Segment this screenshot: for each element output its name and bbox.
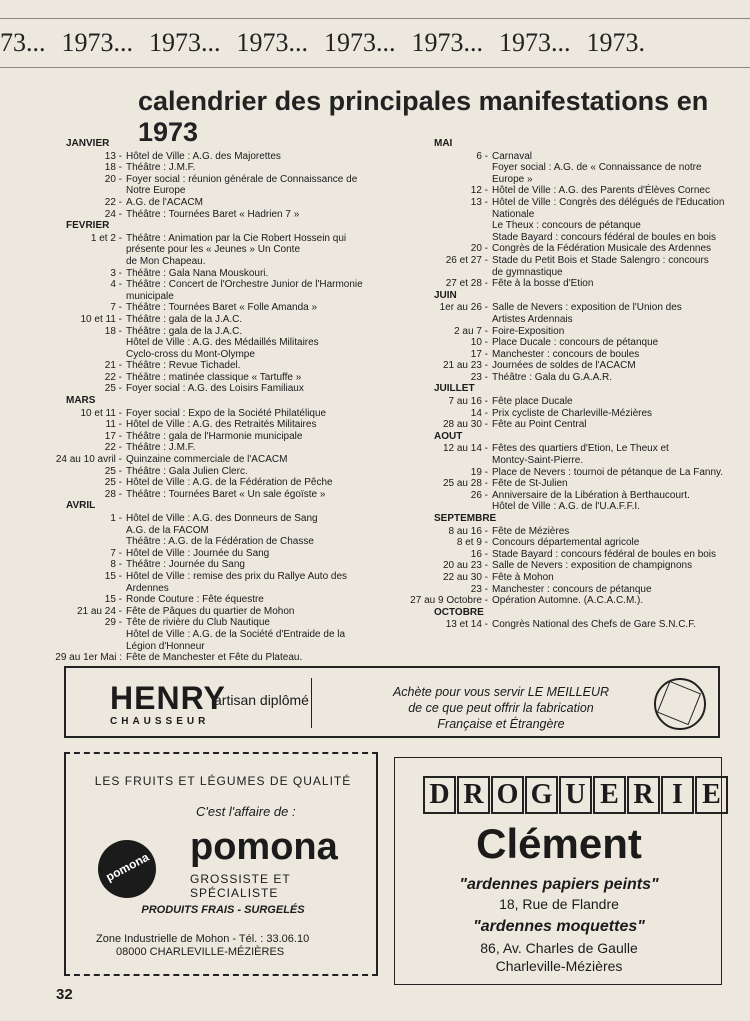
event-date: 1 et 2 -: [90, 232, 122, 244]
event-row: [40, 197, 380, 209]
event-row: [40, 151, 380, 163]
event-row: [408, 478, 734, 490]
droguerie-letter: E: [695, 776, 728, 814]
event-date: 13 -: [104, 150, 122, 162]
month-heading: AOUT: [434, 430, 463, 442]
event-row: [408, 595, 734, 607]
event-date: 8 au 16 -: [448, 525, 488, 537]
event-date: 3 -: [110, 267, 122, 279]
event-row: [40, 477, 380, 489]
month-heading: JUIN: [434, 289, 457, 301]
event-date: 17 -: [470, 348, 488, 360]
henry-trade: CHAUSSEUR: [110, 716, 210, 727]
event-date: [408, 174, 488, 186]
event-date: 15 -: [104, 594, 122, 606]
droguerie-line-3: "ardennes moquettes": [473, 918, 645, 935]
event-text: Place Ducale : concours de pétanque: [492, 337, 659, 349]
event-row: [408, 549, 734, 561]
event-date: [408, 501, 488, 513]
event-row: [40, 279, 380, 291]
event-text: Hôtel de Ville : A.G. de la Fédération de Pêche: [126, 477, 333, 489]
event-text: Théâtre : Concert de l'Orchestre Junior de l'Harmonie: [126, 279, 363, 291]
event-row: [408, 278, 734, 290]
event-date: 19 -: [470, 466, 488, 478]
event-row: [40, 513, 380, 525]
event-row: [408, 408, 734, 420]
event-text: Théâtre : gala de l'Harmonie municipale: [126, 430, 303, 442]
event-date: 10 et 11 -: [80, 407, 122, 419]
droguerie-line-2: 18, Rue de Flandre: [499, 896, 619, 912]
event-text: Nationale: [492, 208, 535, 220]
event-row: [408, 360, 734, 372]
event-text: Théâtre : J.M.F.: [126, 162, 196, 174]
banner-year: 1973...: [411, 28, 483, 57]
event-text: Europe »: [492, 173, 533, 185]
event-row: [40, 162, 380, 174]
event-row: [408, 526, 734, 538]
event-date: [408, 232, 488, 244]
event-date: [40, 536, 122, 548]
droguerie-line-5: Charleville-Mézières: [495, 958, 623, 974]
event-text: Manchester : concours de boules: [492, 348, 640, 360]
event-row: [408, 537, 734, 549]
event-row: [40, 326, 380, 338]
event-row: [40, 360, 380, 372]
henry-slogan-line-1: Achète pour vous servir LE MEILLEUR: [392, 685, 610, 699]
event-date: [40, 641, 122, 653]
event-text: Concours départemental agricole: [492, 537, 640, 549]
event-date: 22 au 30 -: [442, 571, 488, 583]
event-text: Légion d'Honneur: [126, 640, 205, 652]
event-row: [40, 372, 380, 384]
event-text: Théâtre : Tournées Baret « Un sale égoïste »: [126, 488, 326, 500]
event-date: [40, 185, 122, 197]
event-text: Théâtre : gala de la J.A.C.: [126, 325, 243, 337]
month-heading: MARS: [66, 395, 96, 407]
henry-divider: [311, 678, 312, 728]
henry-slogan: [336, 684, 666, 732]
event-row: [40, 548, 380, 560]
event-date: 15 -: [104, 570, 122, 582]
droguerie-letter: E: [593, 776, 626, 814]
event-date: 1er au 26 -: [439, 302, 488, 314]
henry-advert: [64, 666, 720, 738]
event-text: Cyclo-cross du Mont-Olympe: [126, 348, 255, 360]
event-row: [408, 209, 734, 221]
event-row: [408, 619, 734, 631]
event-date: 26 -: [470, 489, 488, 501]
event-date: 21 -: [104, 360, 122, 372]
event-text: Salle de Nevers : exposition de champignons: [492, 560, 693, 572]
event-row: [408, 560, 734, 572]
event-date: 25 -: [104, 477, 122, 489]
event-text: présente pour les « Jeunes » Un Conte: [126, 244, 300, 256]
droguerie-letter: R: [457, 776, 490, 814]
event-row: [40, 606, 380, 618]
event-row: [408, 162, 734, 174]
pomona-logo: [98, 840, 156, 898]
month-heading: MAI: [434, 138, 453, 149]
event-date: 22 -: [104, 196, 122, 208]
droguerie-line-1: "ardennes papiers peints": [459, 876, 659, 893]
banner-year: 1973...: [149, 28, 221, 57]
event-text: Théâtre : gala de la J.A.C.: [126, 313, 243, 325]
event-date: 21 au 24 -: [76, 605, 122, 617]
droguerie-line-4: 86, Av. Charles de Gaulle: [480, 940, 638, 956]
event-text: Foire-Exposition: [492, 325, 565, 337]
pomona-products: PRODUITS FRAIS - SURGELÉS: [141, 904, 305, 916]
event-date: [408, 209, 488, 221]
event-text: Anniversaire de la Libération à Berthaucourt.: [492, 489, 690, 501]
page-number: 32: [56, 986, 73, 1003]
event-row: [408, 467, 734, 479]
month-heading: FEVRIER: [66, 220, 110, 232]
event-row: [40, 314, 380, 326]
event-date: 12 au 14 -: [442, 443, 488, 455]
event-text: Théâtre : J.M.F.: [126, 442, 196, 454]
event-text: municipale: [126, 290, 174, 302]
event-date: 25 -: [104, 383, 122, 395]
event-row: [408, 490, 734, 502]
banner-year: 73...: [0, 28, 46, 57]
event-text: de Mon Chapeau.: [126, 255, 206, 267]
event-text: A.G. de la FACOM: [126, 524, 209, 536]
event-date: 20 -: [104, 173, 122, 185]
event-row: [40, 454, 380, 466]
event-date: 24 -: [104, 208, 122, 220]
event-date: 20 -: [470, 243, 488, 255]
event-date: [408, 455, 488, 467]
event-row: [40, 594, 380, 606]
pomona-tagline: C'est l'affaire de :: [196, 804, 296, 819]
event-text: Foyer social : réunion générale de Connaissance de: [126, 173, 358, 185]
event-date: 28 au 30 -: [442, 419, 488, 431]
event-date: 12 -: [470, 185, 488, 197]
event-text: Salle de Nevers : exposition de l'Union des: [492, 302, 682, 314]
event-text: Fêtes des quartiers d'Etion, Le Theux et: [492, 443, 669, 455]
event-row: [408, 349, 734, 361]
event-text: Fête au Point Central: [492, 419, 587, 431]
event-text: Foyer social : Expo de la Société Philatélique: [126, 407, 327, 419]
event-text: Congrès National des Chefs de Gare S.N.C.F.: [492, 619, 696, 631]
henry-slogan-line-3: Française et Étrangère: [437, 717, 565, 731]
event-text: Fête de Manchester et Fête du Plateau.: [126, 652, 303, 664]
pomona-address: Zone Industrielle de Mohon - Tél. : 33.06.10: [96, 933, 310, 945]
event-row: [40, 442, 380, 454]
event-date: 16 -: [470, 548, 488, 560]
event-date: 4 -: [110, 279, 122, 291]
event-date: 1 -: [110, 513, 122, 524]
event-date: [40, 291, 122, 303]
droguerie-wordmark: [423, 776, 728, 814]
event-date: [40, 244, 122, 256]
event-row: [40, 536, 380, 548]
event-text: Fête de Mézières: [492, 525, 570, 537]
event-row: [40, 652, 380, 664]
event-text: Hôtel de Ville : A.G. de l'U.A.F.F.I.: [492, 501, 640, 513]
event-text: Montcy-Saint-Pierre.: [492, 455, 584, 467]
event-row: [408, 243, 734, 255]
event-row: [40, 571, 380, 583]
event-text: Stade Bayard : concours fédéral de boules en bois: [492, 231, 717, 243]
henry-name: HENRY: [110, 680, 226, 716]
event-text: Hôtel de Ville : Journée du Sang: [126, 547, 270, 559]
event-row: [40, 349, 380, 361]
event-text: Ronde Couture : Fête équestre: [126, 594, 264, 606]
banner-year: 1973...: [324, 28, 396, 57]
event-row: [408, 232, 734, 244]
event-row: [40, 244, 380, 256]
banner-year: 1973.: [586, 28, 645, 57]
event-date: 10 et 11 -: [80, 313, 122, 325]
event-text: Théâtre : Tournées Baret « Folle Amanda »: [126, 302, 318, 314]
event-date: 8 -: [110, 559, 122, 571]
droguerie-letter: O: [491, 776, 524, 814]
droguerie-letter: R: [627, 776, 660, 814]
event-text: Hôtel de Ville : A.G. des Médaillés Militaires: [126, 337, 319, 349]
event-text: Artistes Ardennais: [492, 313, 573, 325]
event-row: [408, 443, 734, 455]
event-row: [408, 419, 734, 431]
event-date: 7 au 16 -: [448, 396, 488, 408]
event-date: [408, 162, 488, 174]
event-row: [408, 572, 734, 584]
event-text: Fête à la bosse d'Etion: [492, 278, 594, 290]
event-text: de gymnastique: [492, 266, 563, 278]
month-heading: JUILLET: [434, 383, 475, 395]
event-date: 8 et 9 -: [456, 537, 488, 549]
event-text: Hôtel de Ville : A.G. des Parents d'Élèves Cornec: [492, 185, 710, 197]
banner-year: 1973...: [499, 28, 571, 57]
event-row: [40, 419, 380, 431]
event-date: 26 et 27 -: [445, 254, 488, 266]
event-date: [408, 267, 488, 279]
pomona-city: 08000 CHARLEVILLE-MÉZIÈRES: [116, 946, 285, 958]
event-date: 13 -: [470, 196, 488, 208]
event-row: [40, 583, 380, 595]
event-text: Théâtre : Journée du Sang: [126, 559, 245, 571]
event-row: [408, 372, 734, 384]
event-date: [408, 314, 488, 326]
event-text: Fête de Pâques du quartier de Mohon: [126, 605, 295, 617]
event-text: Manchester : concours de pétanque: [492, 583, 652, 595]
event-date: 20 au 23 -: [442, 560, 488, 572]
event-row: [408, 584, 734, 596]
event-row: [408, 255, 734, 267]
event-row: [40, 559, 380, 571]
event-row: [408, 151, 734, 163]
event-text: Fête à Mohon: [492, 571, 554, 583]
event-date: 21 au 23 -: [442, 360, 488, 372]
droguerie-letter: I: [661, 776, 694, 814]
event-row: [40, 185, 380, 197]
event-text: Place de Nevers : tournoi de pétanque de La Fanny.: [492, 466, 724, 478]
event-text: Carnaval: [492, 150, 533, 162]
event-date: 28 -: [104, 488, 122, 500]
event-row: [40, 291, 380, 303]
event-row: [408, 174, 734, 186]
event-date: [40, 337, 122, 349]
event-date: 22 -: [104, 371, 122, 383]
event-row: [40, 629, 380, 641]
event-date: 23 -: [470, 583, 488, 595]
calendar-left-column: [40, 138, 380, 664]
event-date: 7 -: [110, 302, 122, 314]
pomona-headline: LES FRUITS ET LÉGUMES DE QUALITÉ: [94, 774, 352, 788]
event-row: [40, 525, 380, 537]
event-date: [40, 256, 122, 268]
event-text: Quinzaine commerciale de l'ACACM: [126, 454, 288, 466]
event-row: [408, 326, 734, 338]
event-text: Foyer social : A.G. des Loisirs Familiaux: [126, 383, 304, 395]
droguerie-letter: G: [525, 776, 558, 814]
event-row: [408, 337, 734, 349]
event-row: [40, 209, 380, 221]
pomona-logo-text: pomona: [103, 849, 152, 885]
event-row: [40, 383, 380, 395]
henry-slogan-line-2: de ce que peut offrir la fabrication: [408, 701, 594, 715]
droguerie-letter: D: [423, 776, 456, 814]
event-row: [408, 220, 734, 232]
event-row: [40, 302, 380, 314]
pomona-name: pomona: [190, 826, 338, 868]
event-text: Congrès de la Fédération Musicale des Ardennes: [492, 243, 712, 255]
event-date: 25 au 28 -: [442, 478, 488, 490]
event-date: 29 au 1er Mai :: [55, 652, 122, 664]
event-text: Théâtre : Gala du G.A.A.R.: [492, 371, 613, 383]
event-text: Théâtre : Tournées Baret « Hadrien 7 »: [126, 208, 300, 220]
event-date: [408, 220, 488, 232]
event-row: [40, 466, 380, 478]
month-heading: AVRIL: [66, 500, 96, 512]
event-text: Théâtre : Animation par la Cie Robert Hossein qui: [126, 232, 347, 244]
event-date: 24 au 10 avril -: [55, 454, 122, 466]
year-banner: [0, 18, 750, 68]
event-text: Hôtel de Ville : A.G. des Retraités Militaires: [126, 419, 317, 431]
month-heading: OCTOBRE: [434, 606, 484, 618]
event-row: [40, 233, 380, 245]
event-text: Théâtre : Revue Tichadel.: [126, 360, 241, 372]
event-text: Hôtel de Ville : Congrès des délégués de l'Education: [492, 196, 725, 208]
pomona-subtitle: GROSSISTE ET SPÉCIALISTE: [190, 872, 291, 900]
event-row: [408, 302, 734, 314]
event-text: Théâtre : matinée classique « Tartuffe »: [126, 371, 302, 383]
calendar-right-column: [408, 138, 734, 631]
event-date: [40, 629, 122, 641]
event-date: 27 au 9 Octobre -: [410, 595, 488, 607]
event-row: [40, 641, 380, 653]
event-date: [40, 349, 122, 361]
event-row: [40, 431, 380, 443]
event-date: 6 -: [476, 150, 488, 162]
event-text: Stade du Petit Bois et Stade Salengro : concours: [492, 254, 709, 266]
event-date: 27 et 28 -: [445, 278, 488, 290]
event-text: Stade Bayard : concours fédéral de boules en bois: [492, 548, 717, 560]
pomona-advert: [64, 752, 378, 976]
banner-year: 1973...: [61, 28, 133, 57]
event-date: 10 -: [470, 337, 488, 349]
event-text: Foyer social : A.G. de « Connaissance de notre: [492, 162, 702, 174]
event-text: Théâtre : A.G. de la Fédération de Chasse: [126, 536, 314, 548]
event-text: Tête de rivière du Club Nautique: [126, 617, 270, 629]
event-date: 2 au 7 -: [454, 325, 488, 337]
event-text: Notre Europe: [126, 185, 186, 197]
droguerie-advert: [394, 757, 722, 985]
event-row: [40, 268, 380, 280]
event-text: Le Theux : concours de pétanque: [492, 220, 641, 232]
title-main: calendrier des principales manifestations: [138, 86, 670, 116]
event-text: Théâtre : Gala Nana Mouskouri.: [126, 267, 269, 279]
event-date: 25 -: [104, 465, 122, 477]
event-row: [408, 314, 734, 326]
event-row: [408, 455, 734, 467]
event-row: [40, 337, 380, 349]
event-row: [40, 617, 380, 629]
event-row: [40, 489, 380, 501]
title-year: en 1973: [138, 86, 709, 147]
event-text: Prix cycliste de Charleville-Mézières: [492, 407, 653, 419]
month-heading: SEPTEMBRE: [434, 513, 497, 524]
event-date: 7 -: [110, 547, 122, 559]
event-date: 23 -: [470, 371, 488, 383]
event-text: Hôtel de Ville : A.G. des Donneurs de Sang: [126, 513, 318, 524]
event-text: Hôtel de Ville : A.G. de la Société d'Entraide de la: [126, 628, 346, 640]
event-row: [408, 185, 734, 197]
event-row: [408, 501, 734, 513]
henry-artisan: artisan diplômé: [214, 692, 309, 708]
event-row: [408, 396, 734, 408]
association-seal-icon: [654, 678, 706, 730]
event-text: Hôtel de Ville : remise des prix du Rallye Auto des: [126, 570, 348, 582]
event-row: [408, 197, 734, 209]
event-row: [40, 174, 380, 186]
event-date: [40, 525, 122, 537]
event-text: Fête de St-Julien: [492, 478, 568, 490]
event-date: 22 -: [104, 442, 122, 454]
banner-year: 1973...: [236, 28, 308, 57]
event-row: [40, 408, 380, 420]
event-text: Théâtre : Gala Julien Clerc.: [126, 465, 248, 477]
event-date: 17 -: [104, 430, 122, 442]
event-row: [408, 267, 734, 279]
event-date: 14 -: [470, 407, 488, 419]
event-text: Journées de soldes de l'ACACM: [492, 360, 636, 372]
event-date: 18 -: [104, 162, 122, 174]
event-text: Hôtel de Ville : A.G. des Majorettes: [126, 150, 281, 162]
event-date: [40, 583, 122, 595]
event-date: 18 -: [104, 325, 122, 337]
event-text: A.G. de l'ACACM: [126, 196, 203, 208]
event-date: 13 et 14 -: [445, 619, 488, 631]
droguerie-name: Clément: [476, 820, 642, 867]
event-row: [40, 256, 380, 268]
event-text: Opération Automne. (A.C.A.C.M.).: [492, 595, 644, 607]
event-date: 11 -: [105, 419, 122, 431]
event-text: Ardennes: [126, 582, 169, 594]
month-heading: JANVIER: [66, 138, 110, 149]
droguerie-letter: U: [559, 776, 592, 814]
event-date: 29 -: [104, 617, 122, 629]
event-text: Fête place Ducale: [492, 396, 573, 408]
